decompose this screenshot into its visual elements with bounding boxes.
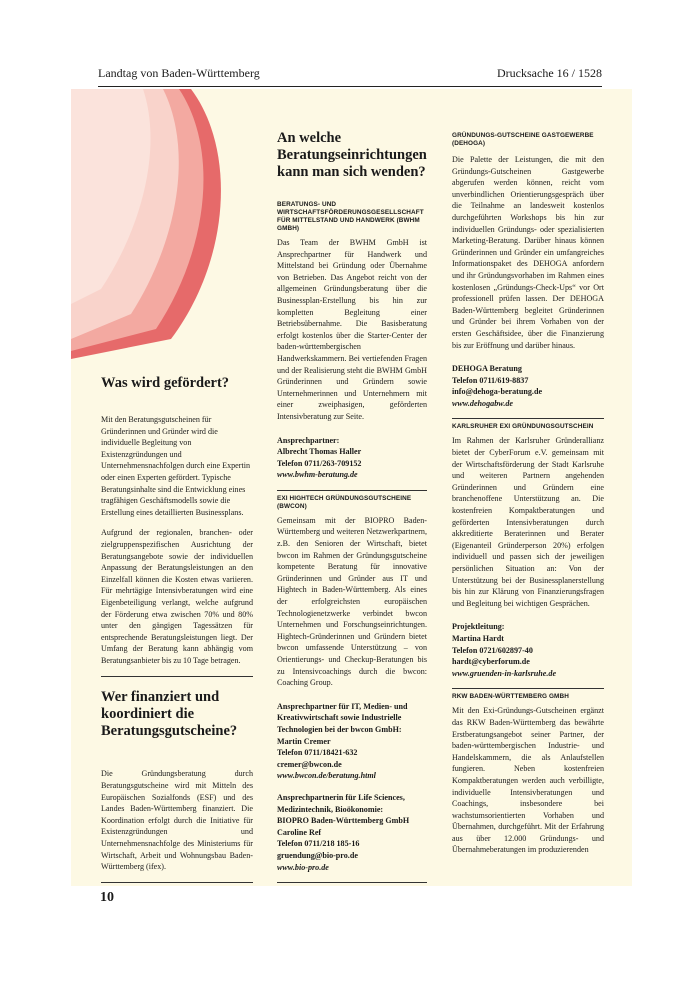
contact-link[interactable]: www.gruenden-in-karlsruhe.de [452, 668, 557, 678]
contact-label: Projektleitung: [452, 622, 505, 632]
section-title-bwhm: BERATUNGS- UND WIRTSCHAFTSFÖRDERUNGSGESELLSCHAFT FÜR MITTELSTAND UND HANDWERK (BWHM GMBH) [277, 201, 424, 232]
contact-name: Caroline Ref [277, 827, 322, 837]
contact-link[interactable]: www.dehogabw.de [452, 398, 514, 408]
header-left: Landtag von Baden-Württemberg [98, 66, 260, 80]
section-title-bwcon: EXI HIGHTECH GRÜNDUNGSGUTSCHEINE (BWCON) [277, 494, 412, 510]
contact-link[interactable]: www.bwcon.de/beratung.html [277, 771, 376, 781]
contact-email[interactable]: gruendung@bio-pro.de [277, 850, 358, 860]
contact-email[interactable]: info@dehoga-beratung.de [452, 387, 543, 397]
section-title-karlsruhe: KARLSRUHER EXI GRÜNDUNGSGUTSCHEIN [452, 423, 594, 431]
heading-wer-finanziert: Wer finanziert und koordiniert die Beratungsgutscheine? [101, 689, 238, 740]
heading-was-wird-gefoerdert: Was wird gefördert? [101, 375, 230, 391]
section-title-rkw: RKW BADEN-WÜRTTEMBERG GMBH [452, 693, 569, 701]
decorative-swoosh [71, 89, 231, 359]
paragraph: Aufgrund der regionalen, branchen- oder zielgruppenspezifischen Ausrichtung der Beratungsangebote sowie der individuellen Anpassung der Beratungsleistungen an den Einzelfall können die Kosten etwas variieren. Für mehrtägige Intensivberatungen wird eine Eigenbeteiligung verlangt, welche aufgrund der Förderung etwa zwischen 70% und 80% unter den gängigen Tagessätzen für entsprechende Beratungsleistungen liegt. Der Umfang der Beratung kann abhängig vom Beratungsanbieter bis zu 10 Tage betragen. [101, 528, 253, 665]
paragraph: Mit den Beratungsgutscheinen für Gründerinnen und Gründer wird die individuelle Begleitung von Existenzgründungen und Unternehmensnachfolgen durch eine Expertin oder einen Experten gefördert. Typische Beratungsinhalte sind die Entwicklung eines tragfähigen Geschäftsmodells sowie die Erstellung eines detaillierten Businessplans. [101, 415, 251, 517]
contact-label: DEHOGA Beratung [452, 364, 522, 374]
paragraph: Gemeinsam mit der BIOPRO Baden-Württemberg und weiteren Netzwerkpartnern, z.B. den Senioren der Wirtschaft, bietet bwcon im Rahmen der Gründungsgutscheine kompetente Beratung für innovative Gründerinnen und Gründer aus IT und Hightech in Baden-Württemberg. Als eines der erfolgreichsten europäischen Technologienetzwerke verbindet bwcon Unternehmen und Forschungseinrichtungen. Hightech-Gründerinnen und Gründern bietet bwcon umfassende Unterstützung – von Orientierungs- und Checkup-Beratungen bis zu Intensivcoachings durch die bwcon: Coaching Group. [277, 515, 427, 688]
contact-label: Ansprechpartner: [277, 435, 340, 445]
paragraph: Das Team der BWHM GmbH ist Ansprechpartner für Handwerk und Mittelstand bei Gründung oder Übernahme von Betrieben. Das Angebot reicht von der allgemeinen Gründungsberatung über die Businessplan-Erstellung bis hin zur kompletten Begleitung einer Betriebsübernahme. Die Basisberatung erfolgt kostenlos über die Starter-Center der baden-württembergischen Handwerkskammern. Bei vertiefenden Fragen und der Realisierung steht die BWHM GmbH Gründerinnen und Gründern sowie Unternehmerinnen und Unternehmern mit einer zweiphasigen, geförderten Intensivberatung zur Seite. [277, 238, 427, 421]
contact-link[interactable]: www.bio-pro.de [277, 862, 329, 872]
divider [101, 676, 253, 677]
contact-label: Ansprechpartnerin für Life Sciences, Medizintechnik, Bioökonomie: [277, 792, 405, 814]
contact-email[interactable]: cremer@bwcon.de [277, 759, 342, 769]
contact-phone: Telefon 0711/218 185-16 [277, 839, 360, 849]
contact-phone: Telefon 0721/602897-40 [452, 645, 533, 655]
paragraph: Die Palette der Leistungen, die mit den Gründungs-Gutscheinen Gastgewerbe abgerufen werden können, reicht vom unverbindlichen Orientierungsgespräch über die Teilnahme an landesweit kostenlos durchgeführten Workshops bis hin zur individuellen Gründungs- oder spezialisierten Marketing-Beratung. Darüber hinaus können Gründerinnen und Gründer ein umfangreiches Informationspaket des DEHOGA anfordern und ihr Gründungsvorhaben im Rahmen eines kostenlosen „Gründungs-Check-Ups“ vor Ort professionell prüfen lassen. Der DEHOGA Baden-Württemberg begleitet Gründerinnen und Gründer bei ihrem Vorhaben von der ersten Geschäftsidee, über die Finanzierung bis zur Eröffnung und darüber hinaus. [452, 155, 604, 350]
heading-beratungseinrichtungen: An welche Beratungseinrichtungen kann man sich wenden? [277, 130, 427, 180]
contact-bwhm [277, 435, 427, 481]
divider [277, 882, 427, 883]
contact-bwcon [277, 701, 427, 782]
contact-cyberforum [452, 621, 604, 679]
divider [277, 490, 427, 491]
contact-phone: Telefon 0711/18421-632 [277, 748, 358, 758]
contact-org: BIOPRO Baden-Württemberg GmbH [277, 816, 410, 826]
contact-email[interactable]: hardt@cyberforum.de [452, 657, 530, 667]
contact-phone: Telefon 0711/263-709152 [277, 458, 362, 468]
page-header [98, 66, 602, 87]
paragraph: Die Gründungsberatung durch Beratungsgutscheine wird mit Mitteln des Europäischen Sozialfonds (ESF) und des Landes Baden-Württemberg finanziert. Die Koordination erfolgt durch die Initiative für Existenzgründungen und Unternehmensnachfolge des Ministeriums für Wirtschaft, Arbeit und Wohnungsbau Baden-Württemberg (ifex). [101, 769, 253, 872]
page-number: 10 [100, 890, 114, 905]
contact-biopro [277, 792, 427, 873]
divider [452, 418, 604, 419]
contact-name: Martin Cremer [277, 736, 331, 746]
divider [101, 882, 253, 883]
contact-link[interactable]: www.bwhm-beratung.de [277, 470, 358, 480]
contact-dehoga [452, 363, 604, 409]
contact-label: Ansprechpartner für IT, Medien- und Kreativwirtschaft sowie Industrielle Technologien bei der bwcon GmbH: [277, 701, 408, 734]
contact-name: Martina Hardt [452, 633, 504, 643]
section-title-dehoga: GRÜNDUNGS-GUTSCHEINE GASTGEWERBE (DEHOGA) [452, 132, 594, 147]
column-right [452, 132, 604, 865]
paragraph: Im Rahmen der Karlsruher Gründerallianz bietet der CyberForum e.V. gemeinsam mit der Wirtschaftsförderung der Stadt Karlsruhe und weiteren Partnern angehenden Gründerinnen und Gründern eine branchenoffene Unterstützung an. Die kostenfreien Kompaktberatungen und geförderten Intensivberatungen durch akkreditierte Beraterinnen und Berater (Eigenanteil Gründerperson 20%) erfolgen individuell und passen sich der jeweiligen persönlichen Situation an: Von der Unterstützung bei der Businessplanerstellung bis hin zur Klärung von Finanzierungsfragen und Begleitung bei wichtigen Gesprächen. [452, 436, 604, 608]
column-middle [277, 130, 427, 883]
header-right: Drucksache 16 / 1528 [497, 66, 602, 80]
divider [452, 688, 604, 689]
paragraph: Mit den Exi-Gründungs-Gutscheinen ergänzt das RKW Baden-Württemberg das bewährte Erstberatungsangebot seiner Partner, der baden-württembergischen Industrie- und Handelskammern, die als Anlaufstellen fungieren. Neben kostenfreien Kompaktberatungen werden auch verbilligte, individuelle Intensivberatungen und Coachings, insbesondere bei wachstumsorientierten Vorhaben und Übernahmen, durchgeführt. Mit der Erfahrung aus über 12.000 Gründungs- und Übernahmeberatungen im produzierenden [452, 706, 604, 855]
column-left [101, 375, 253, 883]
contact-name: Albrecht Thomas Haller [277, 447, 362, 457]
contact-phone: Telefon 0711/619-8837 [452, 375, 529, 385]
